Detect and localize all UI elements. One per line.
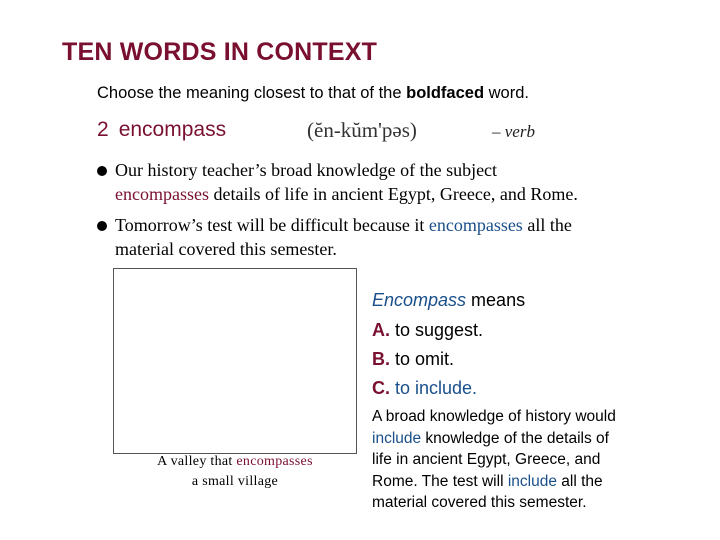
question-word: Encompass xyxy=(372,290,467,310)
option-b-letter: B. xyxy=(372,349,390,369)
example-sentence-2 xyxy=(97,213,657,263)
explanation-line-4-post: all the xyxy=(556,472,603,490)
explanation-line-2 xyxy=(372,428,692,450)
sentence-1-line-2 xyxy=(115,182,578,206)
option-a[interactable] xyxy=(372,320,483,341)
explanation-line-3: life in ancient Egypt, Greece, and xyxy=(372,451,601,468)
explanation-keyword: include xyxy=(372,429,422,447)
instruction-prefix: Choose the meaning closest to that of the xyxy=(97,84,407,102)
bullet-icon xyxy=(97,221,107,231)
explanation-line-5: material covered this semester. xyxy=(372,494,587,511)
question-prompt xyxy=(372,290,525,311)
example-sentence-1 xyxy=(97,158,657,208)
option-c-text: to include. xyxy=(390,378,478,398)
option-a-letter: A. xyxy=(372,320,390,340)
explanation-line-4-pre: Rome. The test will xyxy=(372,472,508,490)
caption-keyword: encompasses xyxy=(236,454,313,469)
instruction-suffix: word. xyxy=(484,84,529,102)
sentence-1-line-1: Our history teacher’s broad knowledge of the subject xyxy=(115,160,498,180)
instruction xyxy=(97,84,529,103)
sentence-2-line-2: material covered this semester. xyxy=(115,239,337,259)
caption-line-1 xyxy=(157,454,313,469)
image-caption xyxy=(113,452,357,492)
question-means: means xyxy=(466,290,526,310)
caption-line-2: a small village xyxy=(191,474,279,489)
option-b[interactable] xyxy=(372,349,454,370)
instruction-bold: boldfaced xyxy=(406,84,485,102)
sentence-1-keyword: encompasses xyxy=(115,184,209,204)
explanation-keyword: include xyxy=(507,472,557,490)
sentence-1-line-2-rest: details of life in ancient Egypt, Greece, and Rome. xyxy=(208,184,578,204)
option-c-letter: C. xyxy=(372,378,390,398)
page-title: TEN WORDS IN CONTEXT xyxy=(62,38,378,66)
sentence-2-line-1-pre: Tomorrow’s test will be difficult because it xyxy=(115,215,429,235)
explanation-line-2-rest: knowledge of the details of xyxy=(421,429,609,447)
option-c[interactable] xyxy=(372,378,477,399)
sentence-2-line-1 xyxy=(115,213,572,237)
caption-pre: A valley that xyxy=(157,454,237,469)
sentence-2-line-1-post: all the xyxy=(522,215,572,235)
sentence-2-keyword: encompasses xyxy=(428,215,523,235)
option-a-text: to suggest. xyxy=(390,320,484,340)
explanation-line-4 xyxy=(372,471,692,493)
vocab-word xyxy=(97,118,226,142)
word-text: encompass xyxy=(118,118,227,141)
option-b-text: to omit. xyxy=(390,349,455,369)
bullet-icon xyxy=(97,166,107,176)
explanation xyxy=(372,406,692,514)
part-of-speech: – verb xyxy=(492,122,535,141)
pronunciation: (ĕn-kŭm'pəs) xyxy=(307,118,417,142)
illustration-image xyxy=(113,268,357,454)
explanation-line-1: A broad knowledge of history would xyxy=(372,408,616,425)
word-number: 2 xyxy=(97,118,109,141)
